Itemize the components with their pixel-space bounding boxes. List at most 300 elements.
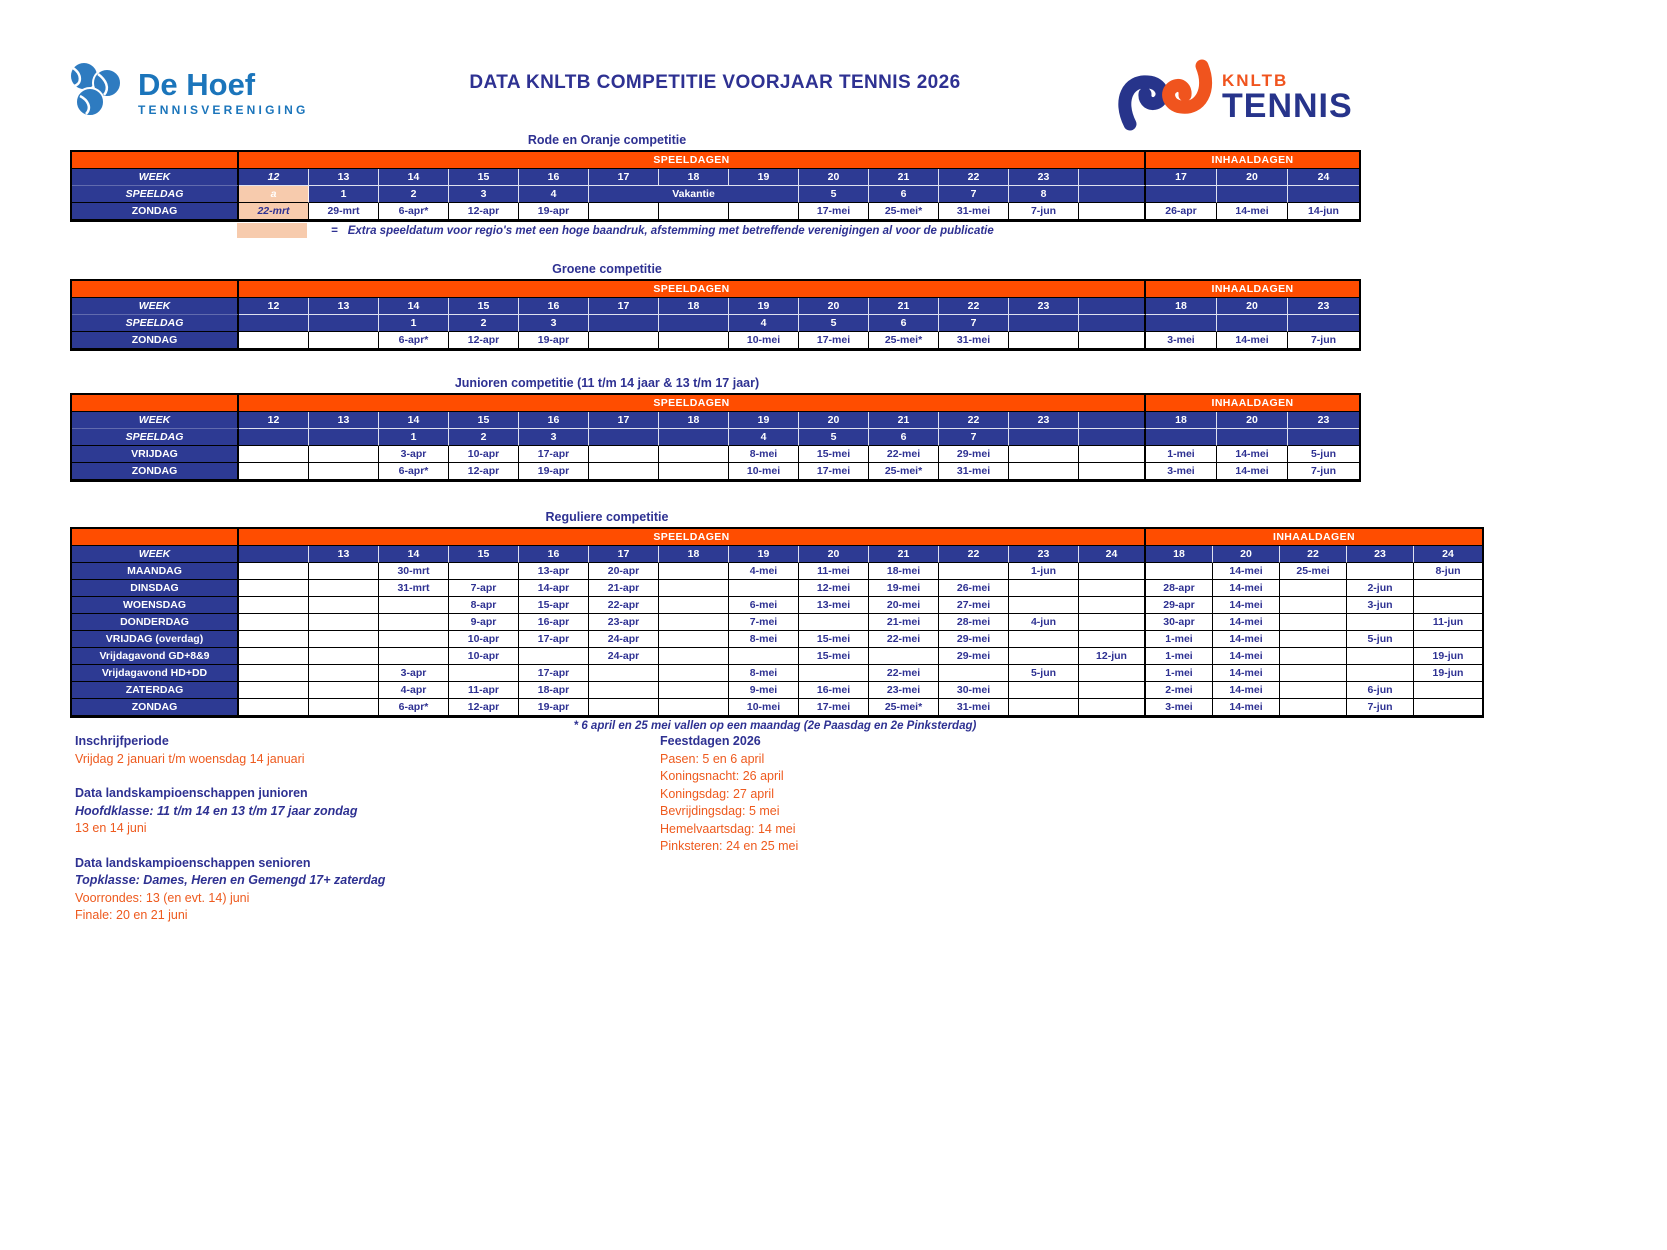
inhaal-date-cell: 3-jun <box>1347 597 1414 614</box>
inhaal-speeldag-cell <box>1217 315 1288 332</box>
date-cell: 17-mei <box>799 332 869 349</box>
empty-cell <box>939 665 1009 682</box>
speeldag-cell <box>1009 315 1079 332</box>
empty-cell <box>659 563 729 580</box>
date-cell: 19-apr <box>519 699 589 716</box>
week-cell: 16 <box>519 412 589 429</box>
week-cell: 18 <box>659 546 729 563</box>
footer-line: 13 en 14 juni <box>75 821 147 835</box>
inhaal-date-cell: 7-jun <box>1288 332 1359 349</box>
speeldag-cell: 2 <box>379 186 449 203</box>
row-label: ZONDAG <box>72 332 239 349</box>
date-cell: 26-mei <box>939 580 1009 597</box>
date-cell: 4-mei <box>729 563 799 580</box>
speeldag-cell: 4 <box>519 186 589 203</box>
peach-swatch <box>237 223 307 238</box>
date-cell: 6-apr* <box>379 463 449 480</box>
date-cell: 25-mei* <box>869 463 939 480</box>
table-footnote: * 6 april en 25 mei vallen op een maandag (2e Paasdag en 2e Pinksterdag) <box>573 720 977 732</box>
empty-cell <box>729 580 799 597</box>
date-cell: 12-apr <box>449 699 519 716</box>
empty-cell <box>309 463 379 480</box>
week-cell: 18 <box>659 298 729 315</box>
inhaal-date-cell: 14-mei <box>1213 580 1280 597</box>
week-cell: 21 <box>869 412 939 429</box>
date-cell: 19-apr <box>519 463 589 480</box>
band-corner <box>72 395 239 412</box>
speeldag-cell <box>659 315 729 332</box>
row-label: ZONDAG <box>72 699 239 716</box>
empty-cell <box>519 648 589 665</box>
empty-cell <box>939 563 1009 580</box>
date-cell: 24-apr <box>589 648 659 665</box>
speeldag-cell: 1 <box>379 429 449 446</box>
date-cell: 17-mei <box>799 203 869 220</box>
empty-cell <box>729 203 799 220</box>
speeldag-cell: 7 <box>939 315 1009 332</box>
empty-cell <box>1079 563 1146 580</box>
week-cell: 16 <box>519 546 589 563</box>
inhaal-week-cell: 18 <box>1146 412 1217 429</box>
week-cell <box>1079 412 1146 429</box>
speeldagen-band: SPEELDAGEN <box>239 395 1146 412</box>
empty-cell <box>1079 665 1146 682</box>
date-cell: 12-mei <box>799 580 869 597</box>
date-cell: 25-mei* <box>869 699 939 716</box>
date-cell: 20-apr <box>589 563 659 580</box>
inhaal-date-cell: 6-jun <box>1347 682 1414 699</box>
week-cell: 21 <box>869 169 939 186</box>
speeldag-cell: 6 <box>869 315 939 332</box>
inhaal-week-cell: 20 <box>1217 412 1288 429</box>
week-cell: 19 <box>729 546 799 563</box>
empty-cell <box>659 580 729 597</box>
empty-cell <box>239 463 309 480</box>
inhaal-date-cell: 25-mei <box>1280 563 1347 580</box>
inhaal-date-cell: 5-jun <box>1288 446 1359 463</box>
speeldag-cell: 1 <box>379 315 449 332</box>
date-cell: 5-jun <box>1009 665 1079 682</box>
speeldag-cell <box>239 429 309 446</box>
speeldag-cell <box>1009 429 1079 446</box>
date-cell: 21-apr <box>589 580 659 597</box>
inhaal-date-cell: 14-jun <box>1288 203 1359 220</box>
knltb-logo <box>1116 52 1353 142</box>
row-label: WEEK <box>72 546 239 563</box>
speeldag-cell: 4 <box>729 429 799 446</box>
empty-cell <box>1280 648 1347 665</box>
empty-cell <box>309 563 379 580</box>
week-cell: 21 <box>869 546 939 563</box>
page-title: DATA KNLTB COMPETITIE VOORJAAR TENNIS 2026 <box>469 72 961 93</box>
schedule-table <box>70 527 1484 718</box>
row-label: WEEK <box>72 412 239 429</box>
week-cell: 24 <box>1079 546 1146 563</box>
empty-cell <box>1347 665 1414 682</box>
inhaal-date-cell: 14-mei <box>1217 463 1288 480</box>
empty-cell <box>1347 614 1414 631</box>
inhaal-date-cell: 14-mei <box>1213 563 1280 580</box>
inhaal-date-cell: 14-mei <box>1213 699 1280 716</box>
empty-cell <box>1414 631 1482 648</box>
week-cell: 23 <box>1009 298 1079 315</box>
empty-cell <box>309 665 379 682</box>
inhaal-date-cell: 3-mei <box>1146 699 1213 716</box>
empty-cell <box>589 332 659 349</box>
empty-cell <box>1079 332 1146 349</box>
empty-cell <box>309 631 379 648</box>
speeldag-cell: 2 <box>449 315 519 332</box>
table-junioren <box>70 376 1361 482</box>
empty-cell <box>239 446 309 463</box>
date-cell: 21-mei <box>869 614 939 631</box>
footer-line: Hemelvaartsdag: 14 mei <box>660 821 796 836</box>
empty-cell <box>1079 682 1146 699</box>
row-label: WOENSDAG <box>72 597 239 614</box>
inhaal-date-cell: 30-apr <box>1146 614 1213 631</box>
date-cell: 19-mei <box>869 580 939 597</box>
date-cell: 22-mei <box>869 446 939 463</box>
date-cell: 29-mei <box>939 446 1009 463</box>
footer-line: Pasen: 5 en 6 april <box>660 751 765 766</box>
inhaal-date-cell: 2-mei <box>1146 682 1213 699</box>
date-cell: 10-mei <box>729 699 799 716</box>
date-cell: 22-mei <box>869 631 939 648</box>
date-cell: 12-apr <box>449 463 519 480</box>
legend-equals: = <box>331 224 338 237</box>
date-cell: 12-apr <box>449 203 519 220</box>
speeldag-cell: 8 <box>1009 186 1079 203</box>
speeldag-cell: 5 <box>799 186 869 203</box>
week-cell: 14 <box>379 412 449 429</box>
date-cell: 18-apr <box>519 682 589 699</box>
row-label: DINSDAG <box>72 580 239 597</box>
speeldag-cell <box>589 429 659 446</box>
week-cell: 19 <box>729 298 799 315</box>
footer-line: Data landskampioenschappen senioren <box>75 855 311 870</box>
inhaal-week-cell: 23 <box>1347 546 1414 563</box>
empty-cell <box>309 682 379 699</box>
empty-cell <box>379 631 449 648</box>
date-cell: 27-mei <box>939 597 1009 614</box>
week-cell: 20 <box>799 412 869 429</box>
week-cell: 12 <box>239 412 309 429</box>
footer-line: Bevrijdingsdag: 5 mei <box>660 804 780 818</box>
week-cell: 14 <box>379 546 449 563</box>
footer-line: Inschrijfperiode <box>75 734 169 748</box>
empty-cell <box>1079 699 1146 716</box>
empty-cell <box>1280 580 1347 597</box>
date-cell: 18-mei <box>869 563 939 580</box>
week-cell: 15 <box>449 412 519 429</box>
date-cell: 11-apr <box>449 682 519 699</box>
date-cell: 4-jun <box>1009 614 1079 631</box>
date-cell: 25-mei* <box>869 203 939 220</box>
week-cell: 22 <box>939 546 1009 563</box>
date-cell: 17-apr <box>519 665 589 682</box>
inhaal-speeldag-cell <box>1146 429 1217 446</box>
empty-cell <box>1347 563 1414 580</box>
speeldag-cell <box>309 429 379 446</box>
date-cell: 31-mei <box>939 203 1009 220</box>
week-cell: 17 <box>589 546 659 563</box>
speeldag-cell: 1 <box>309 186 379 203</box>
speeldag-cell: 7 <box>939 429 1009 446</box>
date-cell: 24-apr <box>589 631 659 648</box>
date-cell: 15-apr <box>519 597 589 614</box>
date-cell: 15-mei <box>799 648 869 665</box>
empty-cell <box>1280 597 1347 614</box>
empty-cell <box>1146 563 1213 580</box>
empty-cell <box>1280 614 1347 631</box>
week-cell: 13 <box>309 169 379 186</box>
inhaal-date-cell: 14-mei <box>1213 631 1280 648</box>
empty-cell <box>1079 614 1146 631</box>
empty-cell <box>1009 446 1079 463</box>
row-label: SPEELDAG <box>72 429 239 446</box>
date-cell: 9-mei <box>729 682 799 699</box>
row-label: ZONDAG <box>72 463 239 480</box>
date-cell: 6-apr* <box>379 203 449 220</box>
speeldag-cell <box>1079 429 1146 446</box>
date-cell: 8-apr <box>449 597 519 614</box>
empty-cell <box>799 614 869 631</box>
empty-cell <box>1280 682 1347 699</box>
schedule-table <box>70 150 1361 222</box>
table-title: Reguliere competitie <box>545 510 669 524</box>
empty-cell <box>239 665 309 682</box>
inhaal-date-cell: 14-mei <box>1217 446 1288 463</box>
speeldag-cell: 3 <box>519 315 589 332</box>
empty-cell <box>1079 446 1146 463</box>
table-title: Junioren competitie (11 t/m 14 jaar & 13 t/m 17 jaar) <box>454 376 760 390</box>
knltb-swirl-icon <box>1116 52 1216 142</box>
club-subtitle: TENNISVERENIGING <box>138 103 309 117</box>
extra-speeldatum-legend <box>237 222 1361 239</box>
empty-cell <box>1347 648 1414 665</box>
date-cell: 1-jun <box>1009 563 1079 580</box>
speeldagen-band: SPEELDAGEN <box>239 529 1146 546</box>
inhaal-week-cell: 23 <box>1288 412 1359 429</box>
date-cell: 7-mei <box>729 614 799 631</box>
week-cell: 16 <box>519 169 589 186</box>
week-cell <box>1079 169 1146 186</box>
empty-cell <box>309 614 379 631</box>
footer-line: Voorrondes: 13 (en evt. 14) juni <box>75 890 250 905</box>
empty-cell <box>379 648 449 665</box>
speeldag-cell <box>589 315 659 332</box>
speeldag-cell: 7 <box>939 186 1009 203</box>
row-label: VRIJDAG (overdag) <box>72 631 239 648</box>
week-cell: 17 <box>589 169 659 186</box>
empty-cell <box>659 631 729 648</box>
empty-cell <box>1414 597 1482 614</box>
date-cell: 6-apr* <box>379 699 449 716</box>
tennis-ball-trefoil-icon <box>64 60 128 127</box>
empty-cell <box>869 648 939 665</box>
table-rode-oranje <box>70 133 1361 239</box>
date-cell: 3-apr <box>379 665 449 682</box>
date-cell: 13-apr <box>519 563 589 580</box>
inhaal-speeldag-cell <box>1288 429 1359 446</box>
footer-line: Vrijdag 2 januari t/m woensdag 14 januari <box>75 751 305 766</box>
empty-cell <box>239 699 309 716</box>
week-cell: 14 <box>379 169 449 186</box>
footer-line: Hoofdklasse: 11 t/m 14 en 13 t/m 17 jaar zondag <box>75 803 358 818</box>
week-cell: 20 <box>799 298 869 315</box>
date-cell: 31-mrt <box>379 580 449 597</box>
week-cell: 15 <box>449 169 519 186</box>
empty-cell <box>1414 682 1482 699</box>
row-label: WEEK <box>72 298 239 315</box>
inhaal-speeldag-cell <box>1217 186 1288 203</box>
week-cell: 18 <box>659 412 729 429</box>
inhaal-week-cell: 23 <box>1288 298 1359 315</box>
inhaal-week-cell: 20 <box>1217 298 1288 315</box>
week-cell: 18 <box>659 169 729 186</box>
inhaal-week-cell: 20 <box>1217 169 1288 186</box>
band-corner <box>72 529 239 546</box>
inhaal-date-cell: 1-mei <box>1146 446 1217 463</box>
row-label: ZATERDAG <box>72 682 239 699</box>
week-cell: 22 <box>939 169 1009 186</box>
date-cell: 11-mei <box>799 563 869 580</box>
week-cell: 16 <box>519 298 589 315</box>
empty-cell <box>1079 597 1146 614</box>
week-cell: 21 <box>869 298 939 315</box>
empty-cell <box>449 563 519 580</box>
inhaal-date-cell: 11-jun <box>1414 614 1482 631</box>
date-cell: 17-mei <box>799 463 869 480</box>
date-cell: 12-jun <box>1079 648 1146 665</box>
table-title: Rode en Oranje competitie <box>527 133 687 147</box>
date-cell: 23-mei <box>869 682 939 699</box>
week-cell: 17 <box>589 298 659 315</box>
empty-cell <box>659 463 729 480</box>
date-cell: 19-apr <box>519 203 589 220</box>
week-cell: 14 <box>379 298 449 315</box>
inhaal-date-cell: 14-mei <box>1213 597 1280 614</box>
inhaal-speeldag-cell <box>1217 429 1288 446</box>
empty-cell <box>589 665 659 682</box>
speeldag-cell: 3 <box>449 186 519 203</box>
speeldagen-band: SPEELDAGEN <box>239 152 1146 169</box>
empty-cell <box>449 665 519 682</box>
empty-cell <box>1009 597 1079 614</box>
inhaal-date-cell: 3-mei <box>1146 332 1217 349</box>
inhaal-week-cell: 20 <box>1213 546 1280 563</box>
empty-cell <box>239 614 309 631</box>
empty-cell <box>239 682 309 699</box>
empty-cell <box>659 699 729 716</box>
empty-cell <box>1009 648 1079 665</box>
row-label: DONDERDAG <box>72 614 239 631</box>
week-cell: 13 <box>309 546 379 563</box>
empty-cell <box>239 332 309 349</box>
date-cell: 8-mei <box>729 446 799 463</box>
inhaal-date-cell: 14-mei <box>1213 665 1280 682</box>
inhaal-date-cell: 26-apr <box>1146 203 1217 220</box>
empty-cell <box>659 682 729 699</box>
speeldag-cell: 3 <box>519 429 589 446</box>
date-cell: 25-mei* <box>869 332 939 349</box>
week-cell: 20 <box>799 546 869 563</box>
inhaal-speeldag-cell <box>1146 315 1217 332</box>
empty-cell <box>589 463 659 480</box>
date-cell: 17-mei <box>799 699 869 716</box>
inhaal-week-cell: 18 <box>1146 546 1213 563</box>
date-cell: 10-mei <box>729 463 799 480</box>
club-name: De Hoef <box>138 67 256 102</box>
empty-cell <box>239 563 309 580</box>
date-cell: 22-apr <box>589 597 659 614</box>
speeldag-cell: 6 <box>869 429 939 446</box>
empty-cell <box>1009 682 1079 699</box>
table-groene <box>70 262 1361 351</box>
date-cell: 16-apr <box>519 614 589 631</box>
week-cell: 12 <box>239 298 309 315</box>
date-cell: 14-apr <box>519 580 589 597</box>
footer-line: Koningsdag: 27 april <box>660 786 774 801</box>
inhaal-date-cell: 19-jun <box>1414 665 1482 682</box>
speeldag-cell <box>239 315 309 332</box>
speeldag-cell: 6 <box>869 186 939 203</box>
empty-cell <box>1079 203 1146 220</box>
speeldag-cell <box>1079 315 1146 332</box>
week-cell: 19 <box>729 412 799 429</box>
date-cell: 29-mei <box>939 631 1009 648</box>
empty-cell <box>309 332 379 349</box>
row-label: VRIJDAG <box>72 446 239 463</box>
date-cell: 8-mei <box>729 665 799 682</box>
empty-cell <box>379 597 449 614</box>
date-cell: 9-apr <box>449 614 519 631</box>
inhaal-week-cell: 17 <box>1146 169 1217 186</box>
date-cell: 10-mei <box>729 332 799 349</box>
footer-line: Data landskampioenschappen junioren <box>75 786 308 800</box>
empty-cell <box>729 648 799 665</box>
date-cell: 22-mei <box>869 665 939 682</box>
speeldag-cell <box>659 429 729 446</box>
knltb-wordmark: KNLTB <box>1222 71 1289 90</box>
empty-cell <box>1009 332 1079 349</box>
footer-line: Koningsnacht: 26 april <box>660 769 784 783</box>
empty-cell <box>659 203 729 220</box>
date-cell: 15-mei <box>799 446 869 463</box>
inhaal-date-cell: 14-mei <box>1217 203 1288 220</box>
date-cell: 31-mei <box>939 463 1009 480</box>
empty-cell <box>1079 580 1146 597</box>
schedule-table <box>70 279 1361 351</box>
week-cell: 20 <box>799 169 869 186</box>
inhaaldagen-band: INHAALDAGEN <box>1146 395 1359 412</box>
date-cell: 19-apr <box>519 332 589 349</box>
speeldag-cell: 5 <box>799 429 869 446</box>
speeldag-cell <box>309 315 379 332</box>
empty-cell <box>1009 631 1079 648</box>
inhaal-date-cell: 2-jun <box>1347 580 1414 597</box>
date-cell: 7-jun <box>1009 203 1079 220</box>
footer-left-column <box>75 733 385 925</box>
empty-cell <box>1414 580 1482 597</box>
table-title: Groene competitie <box>552 262 662 276</box>
row-label: SPEELDAG <box>72 186 239 203</box>
date-cell: 31-mei <box>939 332 1009 349</box>
date-cell: 30-mrt <box>379 563 449 580</box>
week-cell: 15 <box>449 546 519 563</box>
week-cell: 17 <box>589 412 659 429</box>
empty-cell <box>1009 699 1079 716</box>
